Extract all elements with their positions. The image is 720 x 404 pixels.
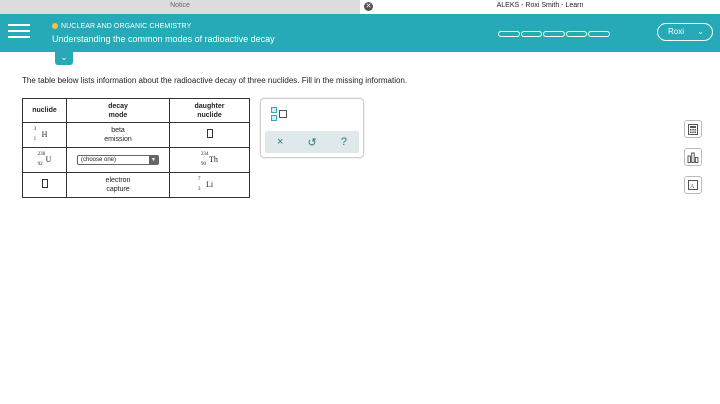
question-instruction: The table below lists information about the radioactive decay of three nuclides. Fill in the missing information. xyxy=(22,76,408,85)
nuclide-answer-input[interactable] xyxy=(23,173,67,198)
periodic-table-icon[interactable] xyxy=(684,176,702,194)
topic-label xyxy=(52,23,191,30)
calculator-icon[interactable] xyxy=(684,120,702,138)
tab-notice[interactable] xyxy=(0,0,360,14)
help-icon[interactable]: ? xyxy=(340,136,347,148)
nuclide-th234: 234 90 Th xyxy=(201,152,218,167)
nuclide-li7: 7 3 Li xyxy=(197,177,214,192)
topic-text: NUCLEAR AND ORGANIC CHEMISTRY xyxy=(61,23,192,30)
nuclide-h3: 3 1 H xyxy=(33,127,48,142)
palette-actions xyxy=(265,131,359,153)
tab-aleks[interactable] xyxy=(360,0,720,14)
progress-bar xyxy=(498,31,610,37)
clear-icon[interactable]: × xyxy=(277,136,284,148)
progress-segment xyxy=(566,31,588,37)
browser-tab-bar xyxy=(0,0,720,14)
user-name: Roxi xyxy=(668,27,685,36)
chevron-down-icon: ⌄ xyxy=(60,52,68,62)
tab-aleks-label: ALEKS - Roxi Smith - Learn xyxy=(496,2,584,9)
table-header-row xyxy=(23,99,250,123)
svg-text:A: A xyxy=(690,184,695,190)
decay-mode-cell xyxy=(67,148,170,173)
header-nuclide: nuclide xyxy=(23,99,67,123)
progress-segment xyxy=(521,31,543,37)
daughter-cell xyxy=(170,173,250,198)
decay-table xyxy=(22,98,250,198)
daughter-answer-input[interactable] xyxy=(170,123,250,148)
page-title: Understanding the common modes of radioactive decay xyxy=(52,34,275,44)
decay-mode-cell: electron capture xyxy=(67,173,170,198)
nuclide-cell xyxy=(23,123,67,148)
table-row xyxy=(23,123,250,148)
user-menu-button[interactable] xyxy=(657,23,713,41)
header-daughter-nuclide: daughter nuclide xyxy=(170,99,250,123)
decay-mode-select[interactable]: (choose one) ▼ xyxy=(77,155,159,165)
nuclide-cell xyxy=(23,148,67,173)
collapse-header-button[interactable] xyxy=(55,52,73,65)
nuclide-template-icon[interactable] xyxy=(271,107,291,123)
daughter-cell xyxy=(170,148,250,173)
nuclide-u238: 238 92 U xyxy=(37,152,52,167)
table-row xyxy=(23,173,250,198)
table-row xyxy=(23,148,250,173)
header-decay-mode: decay mode xyxy=(67,99,170,123)
progress-segment xyxy=(498,31,520,37)
chevron-down-icon: ⌄ xyxy=(697,27,704,36)
menu-icon[interactable] xyxy=(8,24,30,42)
progress-segment xyxy=(543,31,565,37)
tab-notice-label: Notice xyxy=(170,2,190,9)
answer-box[interactable] xyxy=(207,129,213,138)
chevron-down-icon: ▼ xyxy=(149,156,158,164)
aleks-header xyxy=(0,14,720,52)
chart-icon[interactable] xyxy=(684,148,702,166)
answer-box[interactable] xyxy=(42,179,48,188)
answer-palette xyxy=(260,98,364,158)
progress-segment xyxy=(588,31,610,37)
decay-mode-cell: beta emission xyxy=(67,123,170,148)
close-tab-icon[interactable]: ✕ xyxy=(365,3,372,10)
topic-status-dot xyxy=(52,23,58,29)
undo-icon[interactable]: ↺ xyxy=(307,136,317,149)
